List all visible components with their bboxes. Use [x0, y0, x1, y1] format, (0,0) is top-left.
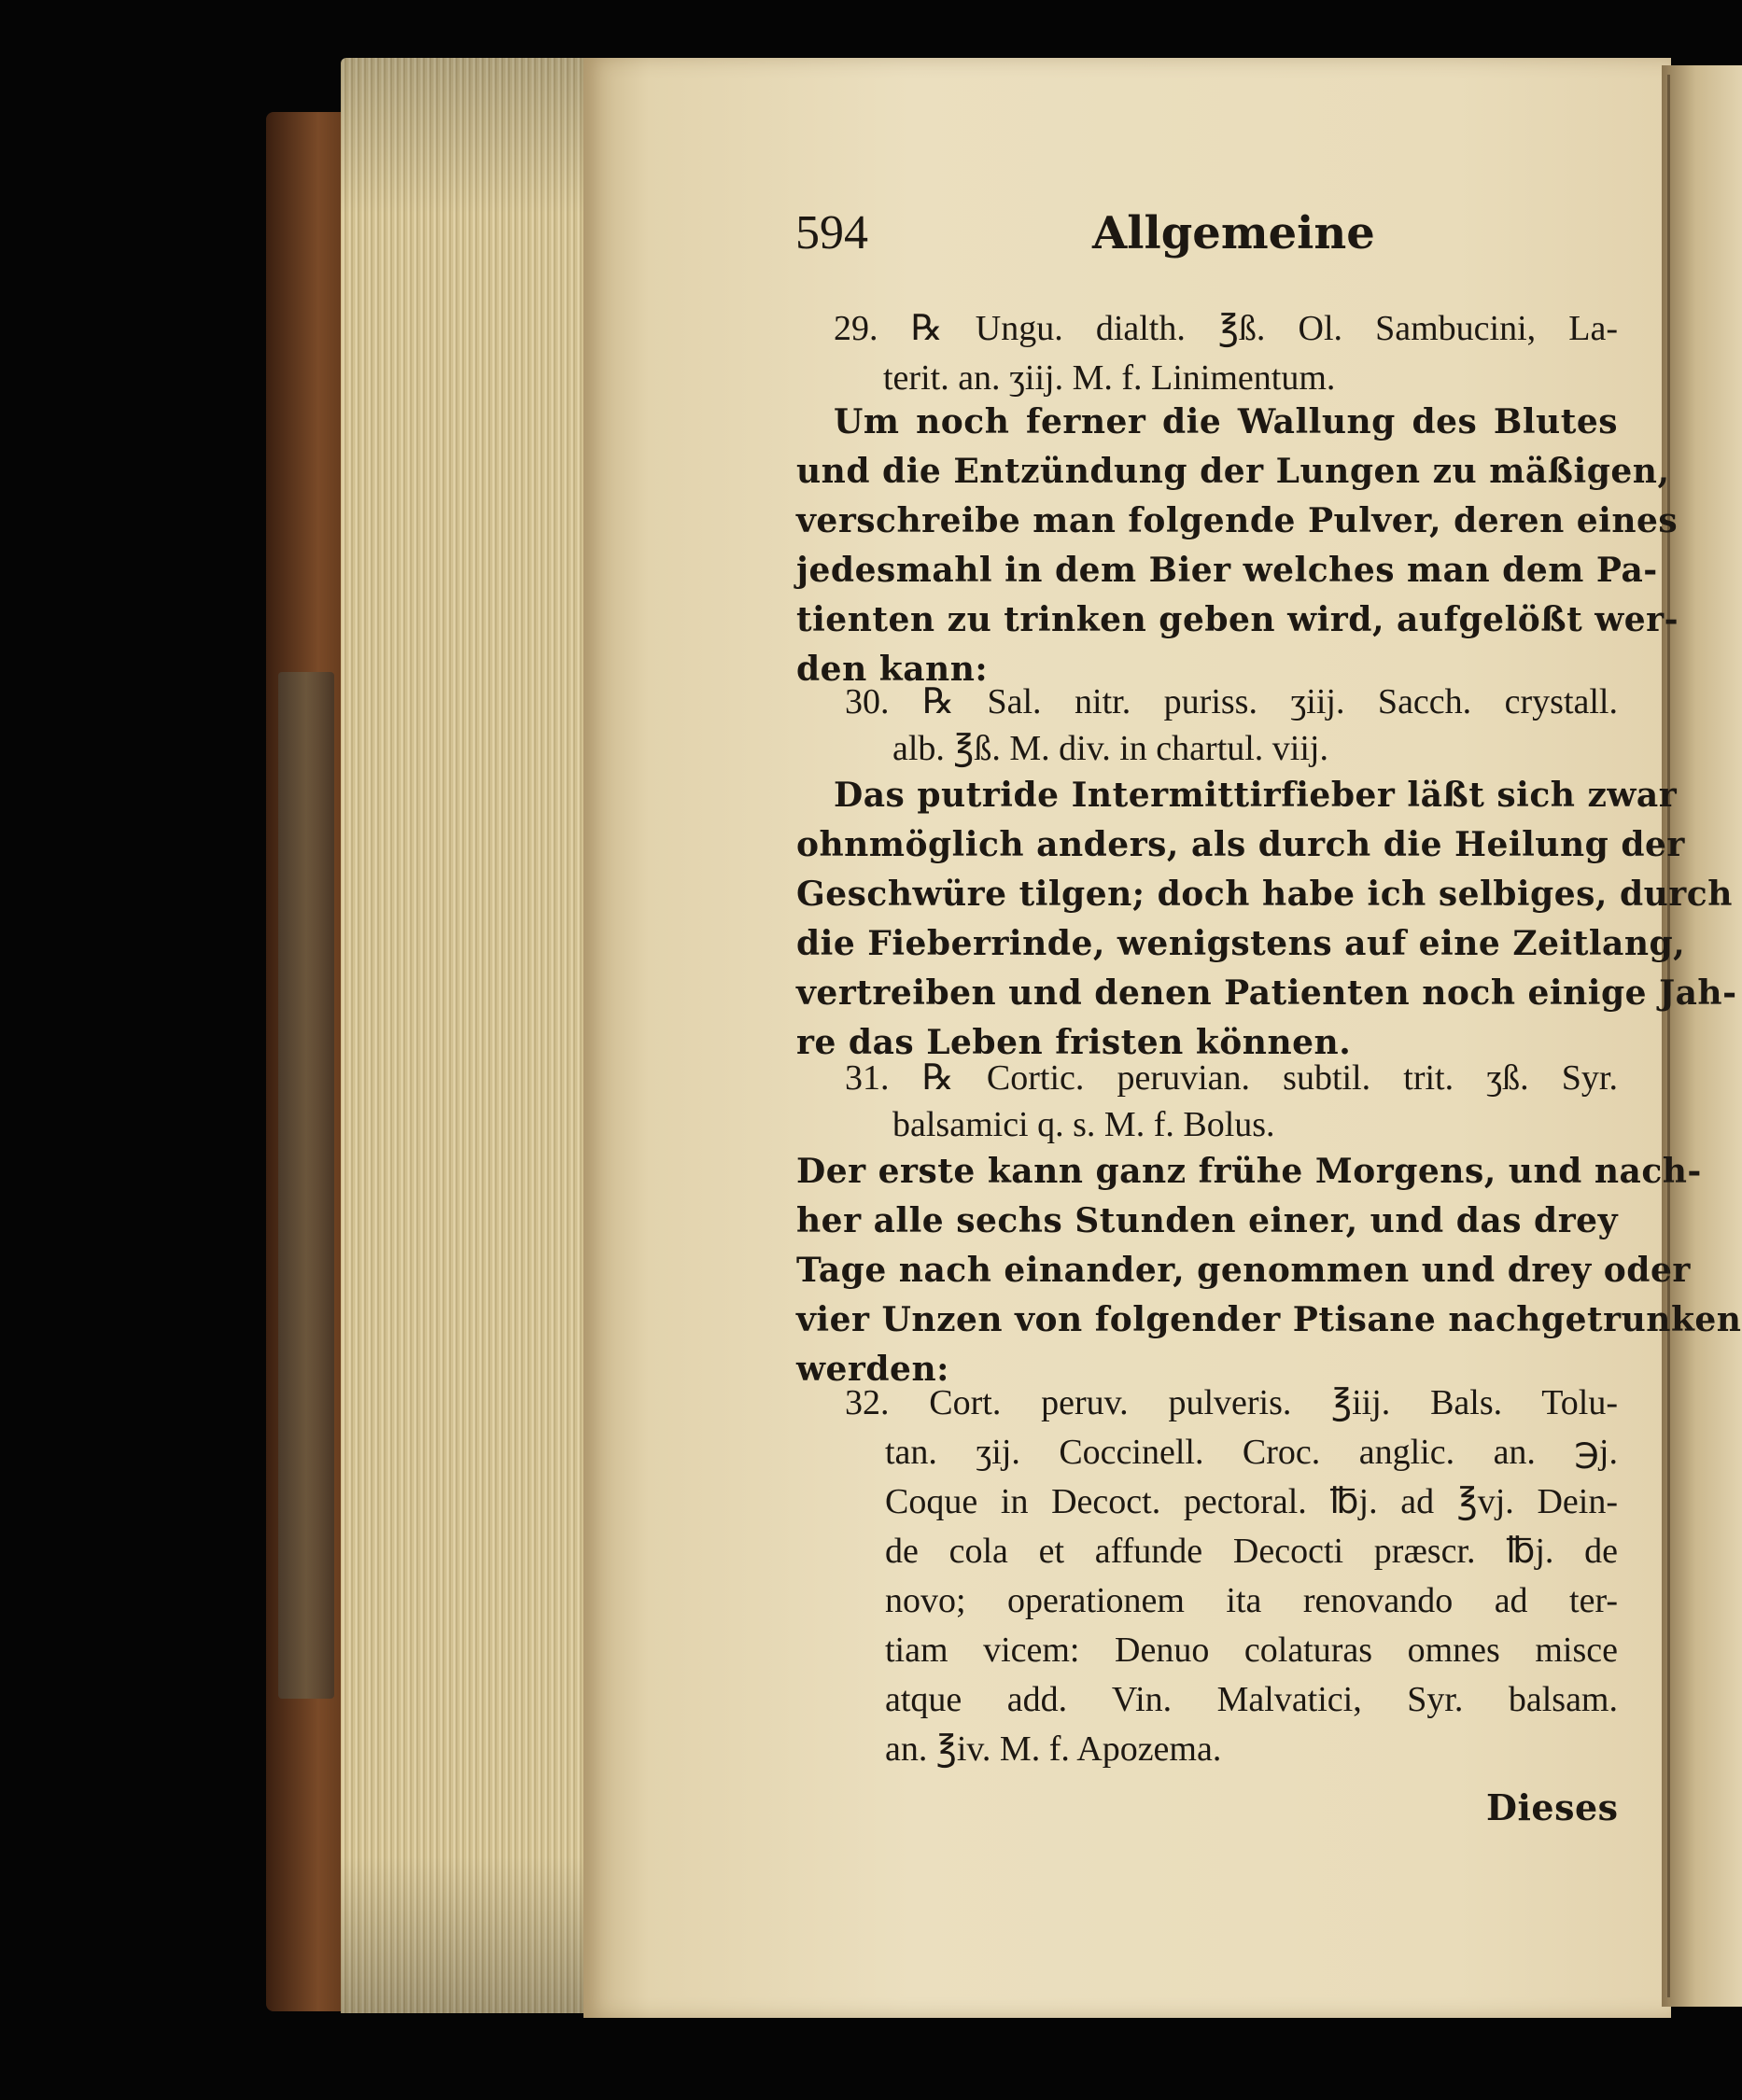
text-line: und die Entzündung der Lungen zu mäßigen,: [796, 452, 1670, 491]
text-line: tiam vicem: Denuo colaturas omnes misce: [885, 1631, 1618, 1670]
text-line: de cola et affunde Decocti præscr. ℔j. de: [885, 1532, 1618, 1571]
text-line: an. ℥iv. M. f. Apozema.: [885, 1729, 1222, 1769]
text-line: Um noch ferner die Wallung des Blutes: [834, 402, 1618, 441]
page-number: 594: [795, 206, 868, 259]
text-line: Der erste kann ganz frühe Morgens, und nach-: [796, 1152, 1702, 1191]
text-line: tienten zu trinken geben wird, aufgelößt wer-: [796, 600, 1679, 639]
text-line: den kann:: [796, 650, 989, 689]
text-line: 31. ℞ Cortic. peruvian. subtil. trit. ʒß. Syr.: [845, 1058, 1618, 1098]
text-line: Geschwüre tilgen; doch habe ich selbiges, durch: [796, 875, 1733, 914]
text-line: jedesmahl in dem Bier welches man dem Pa-: [796, 551, 1658, 590]
text-line: her alle sechs Stunden einer, und das drey: [796, 1201, 1618, 1240]
text-line: verschreibe man folgende Pulver, deren eines: [796, 501, 1679, 540]
text-line: re das Leben fristen können.: [796, 1023, 1352, 1062]
text-line: balsamici q. s. M. f. Bolus.: [892, 1105, 1275, 1144]
text-line: werden:: [796, 1350, 949, 1389]
text-line: 30. ℞ Sal. nitr. puriss. ʒiij. Sacch. crystall.: [845, 682, 1618, 721]
text-line: vier Unzen von folgender Ptisane nachgetrunken: [796, 1300, 1742, 1339]
text-line: vertreiben und denen Patienten noch einige Jah-: [796, 973, 1737, 1013]
running-title: Allgemeine: [1092, 207, 1375, 259]
text-line: alb. ℥ß. M. div. in chartul. viij.: [892, 729, 1328, 768]
text-line: 29. ℞ Ungu. dialth. ℥ß. Ol. Sambucini, La-: [834, 309, 1618, 348]
text-line: tan. ʒij. Coccinell. Croc. anglic. an. ℈j.: [885, 1433, 1618, 1472]
text-line: terit. an. ʒiij. M. f. Linimentum.: [883, 358, 1336, 398]
text-line: 32. Cort. peruv. pulveris. ℥iij. Bals. Tolu-: [845, 1383, 1618, 1422]
catchword: Dieses: [1486, 1786, 1619, 1828]
text-line: Coque in Decoct. pectoral. ℔j. ad ℥vj. Dein-: [885, 1482, 1618, 1521]
text-line: die Fieberrinde, wenigstens auf eine Zeitlang,: [796, 924, 1686, 963]
text-line: novo; operationem ita renovando ad ter-: [885, 1581, 1618, 1620]
text-line: Tage nach einander, genommen und drey oder: [796, 1251, 1691, 1290]
text-line: atque add. Vin. Malvatici, Syr. balsam.: [885, 1680, 1618, 1719]
text-line: ohnmöglich anders, als durch die Heilung der: [796, 825, 1685, 864]
text-line: Das putride Intermittirfieber läßt sich zwar: [834, 776, 1678, 815]
